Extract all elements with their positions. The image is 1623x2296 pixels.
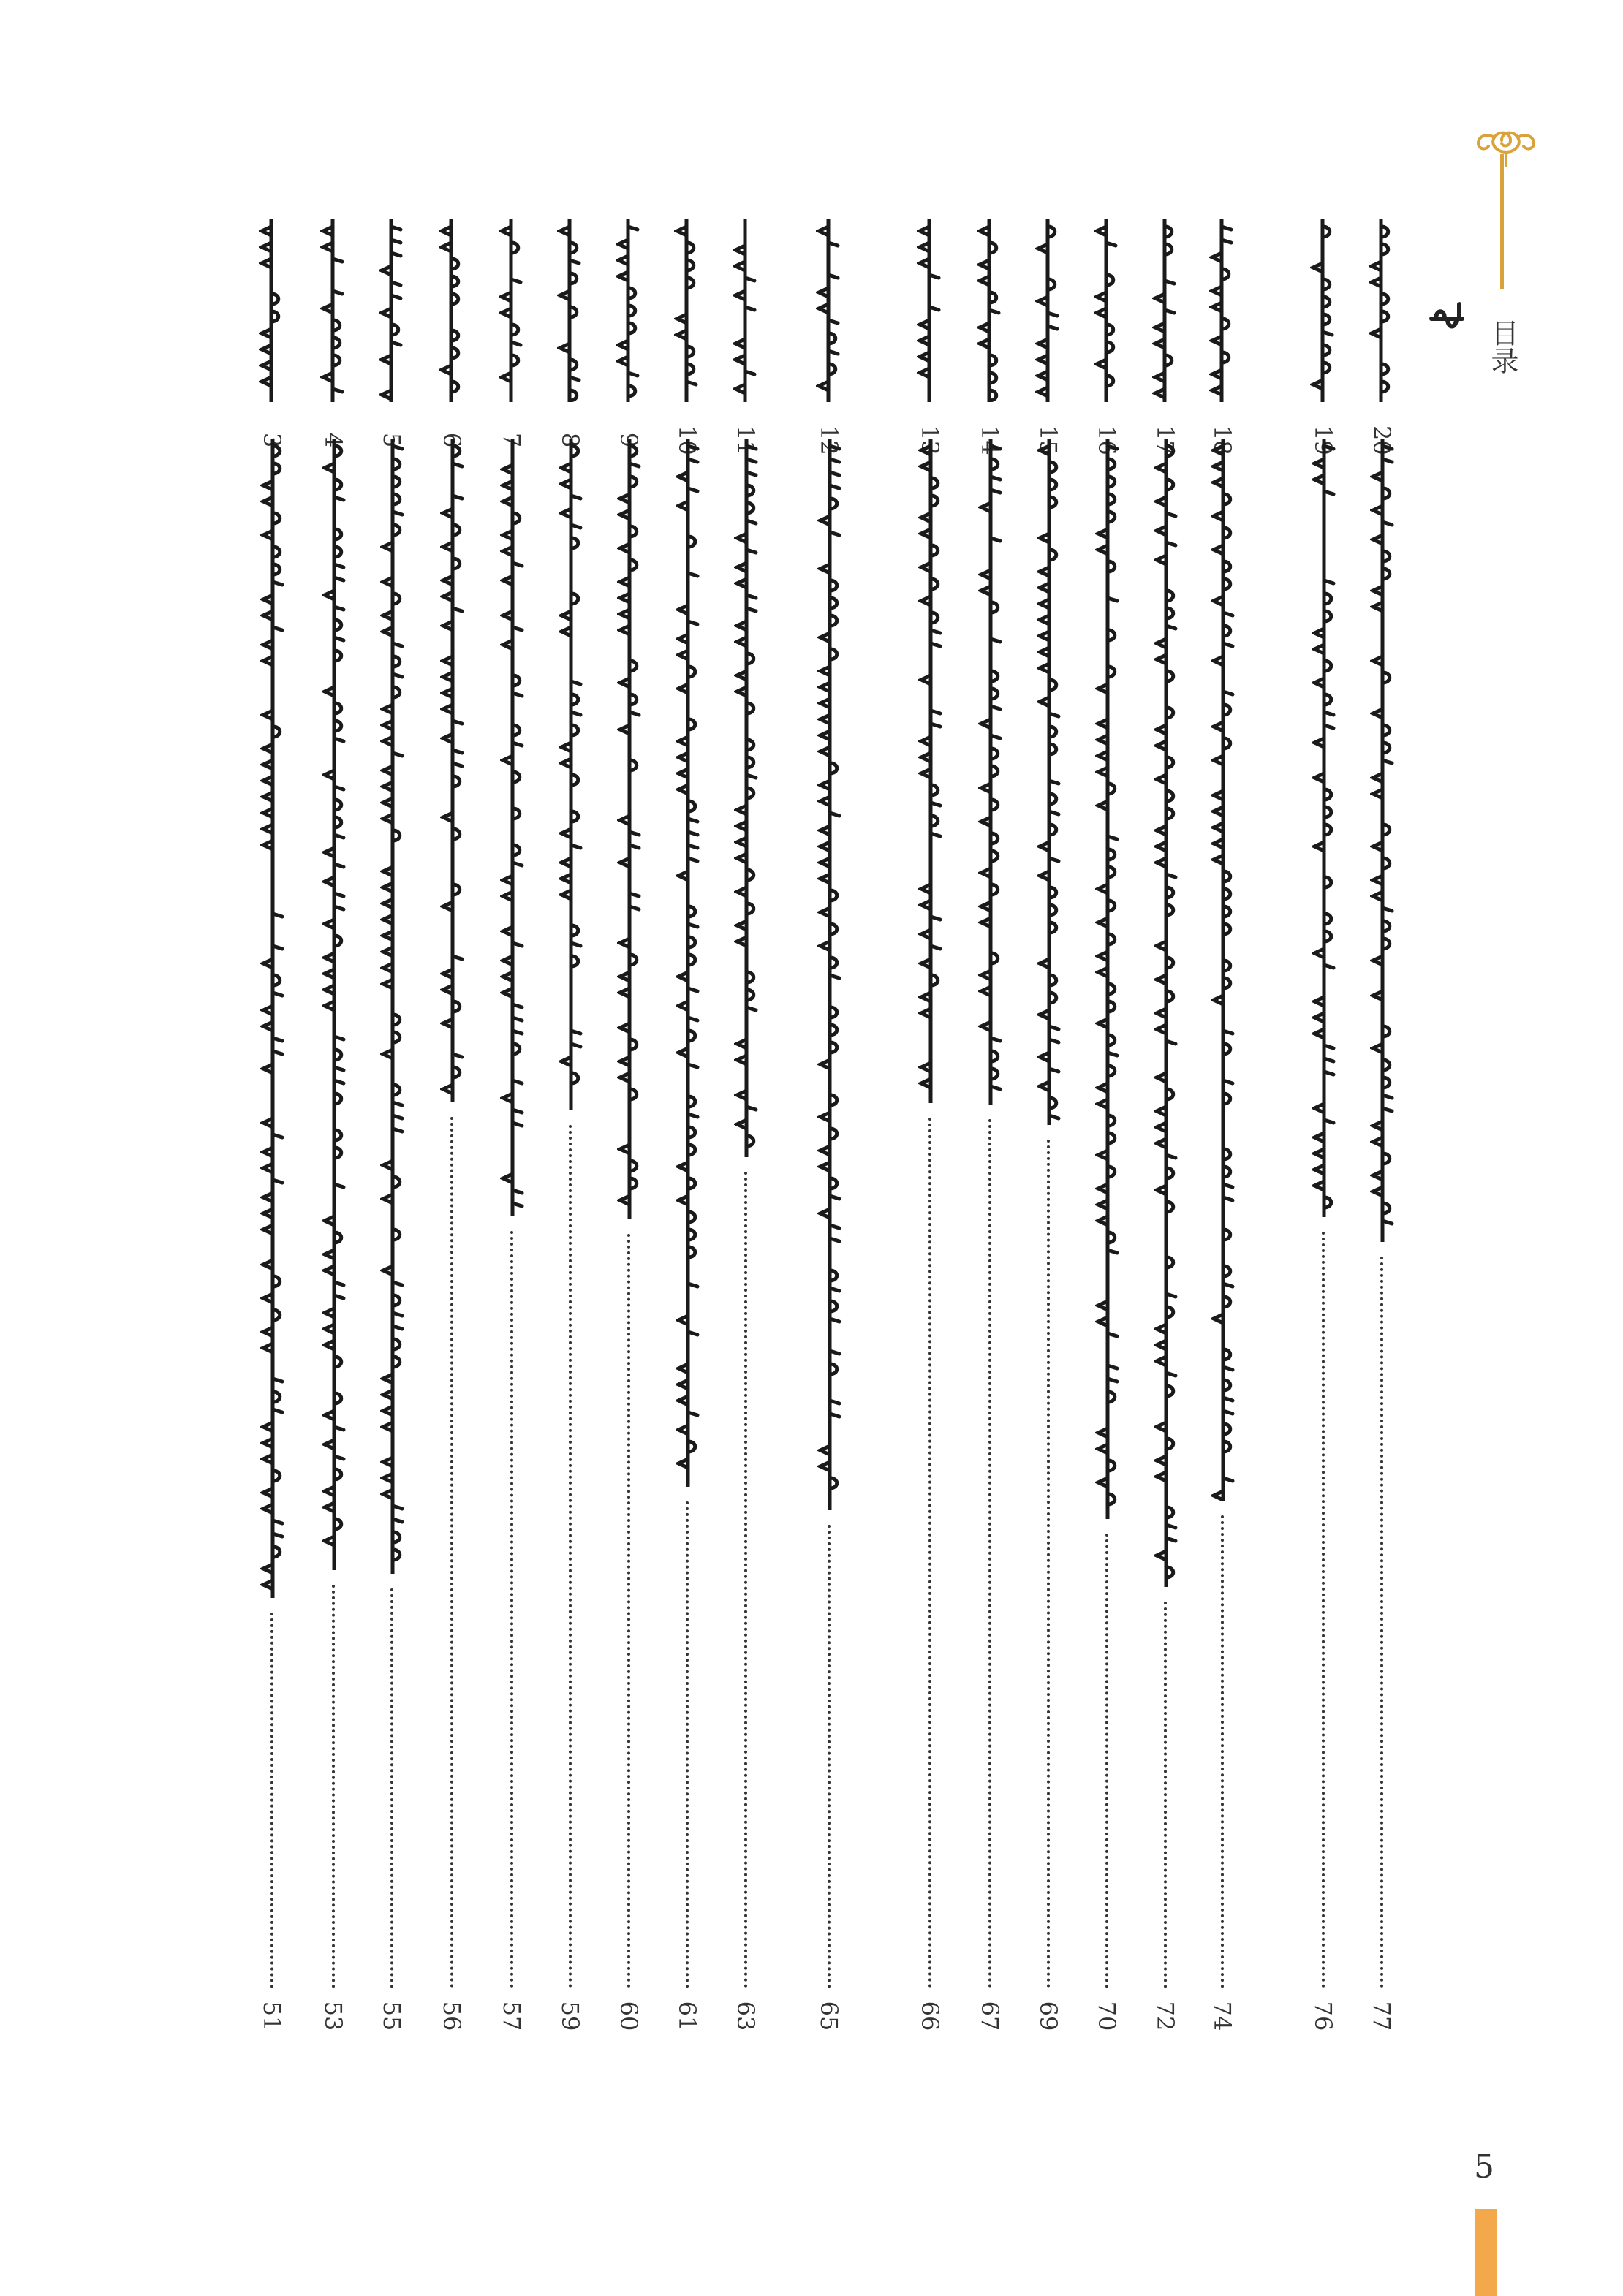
entry-page-number: 77 xyxy=(1368,2001,1396,2031)
dot-leader xyxy=(569,1125,572,1988)
entry-title-text xyxy=(978,439,1003,1107)
chapter-number: 20 xyxy=(1368,425,1396,455)
chapter-label-icon xyxy=(320,219,347,417)
chapter-label-icon xyxy=(499,219,525,417)
page-number: 5 xyxy=(1474,2148,1494,2186)
chapter-number: 16 xyxy=(1093,425,1121,455)
chapter-number: 13 xyxy=(916,425,944,455)
dot-leader xyxy=(988,1119,991,1988)
dot-leader xyxy=(744,1172,747,1988)
entry-title-text xyxy=(1095,439,1120,1522)
chapter-label-icon xyxy=(1310,219,1336,417)
entry-page-number: 67 xyxy=(976,2001,1004,2031)
toc-entry[interactable] xyxy=(1151,219,1180,2266)
header-rule xyxy=(1500,154,1504,289)
chapter-number: 18 xyxy=(1208,425,1236,455)
entry-page-number: 66 xyxy=(916,2001,944,2031)
entry-page-number: 56 xyxy=(438,2001,466,2031)
toc-entry[interactable] xyxy=(1367,219,1396,2266)
toc-entry[interactable] xyxy=(556,219,585,2266)
entry-title-text xyxy=(440,439,465,1105)
toc-entry[interactable] xyxy=(257,219,287,2266)
chapter-label-icon xyxy=(379,219,405,417)
entry-title-text xyxy=(559,439,583,1113)
chapter-label-icon xyxy=(616,219,642,417)
entry-title-text xyxy=(734,439,759,1160)
page-title: 目录 xyxy=(1486,319,1518,374)
chapter-number: 8 xyxy=(556,432,584,448)
dot-leader xyxy=(450,1117,453,1988)
entry-title-text xyxy=(1312,439,1336,1220)
entry-title-text xyxy=(1211,439,1236,1504)
entry-title-text xyxy=(1154,439,1179,1590)
entry-page-number: 76 xyxy=(1309,2001,1337,2031)
dot-leader xyxy=(1380,1257,1383,1988)
chapter-label-icon xyxy=(557,219,583,417)
chapter-number: 12 xyxy=(815,425,843,455)
entry-page-number: 74 xyxy=(1208,2001,1236,2031)
dot-leader xyxy=(686,1501,689,1988)
knot-ornament-icon xyxy=(1468,123,1544,167)
chapter-label-icon xyxy=(1369,219,1395,417)
chapter-label-icon xyxy=(674,219,700,417)
entry-title-text xyxy=(322,439,347,1573)
entry-page-number: 60 xyxy=(615,2001,643,2031)
toc-entry[interactable] xyxy=(975,219,1005,2266)
chapter-number: 14 xyxy=(976,425,1004,455)
chapter-number: 4 xyxy=(319,432,347,448)
dot-leader xyxy=(627,1234,630,1988)
entry-page-number: 65 xyxy=(815,2001,843,2031)
chapter-number: 9 xyxy=(615,432,643,448)
entry-title-text xyxy=(1370,439,1395,1245)
entry-title-text xyxy=(380,439,405,1577)
entry-title-text xyxy=(1037,439,1062,1128)
toc-entry[interactable] xyxy=(731,219,760,2266)
dot-leader xyxy=(390,1588,393,1988)
chapter-number: 17 xyxy=(1151,425,1179,455)
chapter-number: 15 xyxy=(1034,425,1062,455)
dot-leader xyxy=(828,1525,831,1988)
dot-leader xyxy=(1047,1140,1050,1988)
chapter-label-icon xyxy=(917,219,943,417)
chapter-label-icon xyxy=(977,219,1003,417)
toc-entry[interactable] xyxy=(1092,219,1121,2266)
chapter-label-icon xyxy=(439,219,465,417)
entry-title-text xyxy=(676,439,700,1490)
toc-entry[interactable] xyxy=(915,219,945,2266)
toc-entry[interactable] xyxy=(1208,219,1237,2266)
entry-page-number: 72 xyxy=(1151,2001,1179,2031)
chapter-number: 19 xyxy=(1309,425,1337,455)
toc-entry[interactable] xyxy=(437,219,466,2266)
toc-entry[interactable] xyxy=(814,219,844,2266)
entry-page-number: 55 xyxy=(378,2001,406,2031)
dot-leader xyxy=(332,1585,335,1988)
chapter-number: 5 xyxy=(378,432,406,448)
toc-entry[interactable] xyxy=(497,219,526,2266)
entry-page-number: 57 xyxy=(498,2001,526,2031)
chapter-label-icon xyxy=(816,219,842,417)
entry-page-number: 61 xyxy=(673,2001,701,2031)
toc-entry[interactable] xyxy=(377,219,406,2266)
chapter-label-icon xyxy=(1152,219,1179,417)
chapter-number: 6 xyxy=(438,432,466,448)
toc-entry[interactable] xyxy=(1309,219,1338,2266)
entry-page-number: 69 xyxy=(1034,2001,1062,2031)
toc-entry[interactable] xyxy=(673,219,702,2266)
chapter-label-icon xyxy=(259,219,285,417)
dot-leader xyxy=(1164,1602,1167,1988)
toc-entry[interactable] xyxy=(1034,219,1063,2266)
entry-title-text xyxy=(918,439,943,1106)
dot-leader xyxy=(1221,1515,1224,1988)
dot-leader xyxy=(1105,1534,1108,1988)
chapter-number: 3 xyxy=(258,432,286,448)
entry-title-text xyxy=(817,439,842,1513)
dot-leader xyxy=(1322,1232,1325,1988)
dot-leader xyxy=(928,1118,931,1988)
chapter-label-icon xyxy=(1209,219,1236,417)
entry-page-number: 70 xyxy=(1093,2001,1121,2031)
chapter-label-icon xyxy=(1035,219,1062,417)
entry-title-text xyxy=(500,439,525,1219)
chapter-number: 11 xyxy=(732,425,760,455)
toc-entry[interactable] xyxy=(614,219,643,2266)
entry-page-number: 51 xyxy=(258,2001,286,2031)
dot-leader xyxy=(510,1231,513,1988)
chapter-number: 7 xyxy=(498,432,526,448)
chapter-label-icon xyxy=(733,219,759,417)
entry-title-text xyxy=(617,439,642,1222)
entry-page-number: 63 xyxy=(732,2001,760,2031)
entry-page-number: 53 xyxy=(319,2001,347,2031)
page-tab-marker xyxy=(1475,2209,1497,2296)
entry-title-text xyxy=(260,439,285,1601)
mongolian-title-text-icon xyxy=(1426,289,1467,341)
toc-entry[interactable] xyxy=(319,219,348,2266)
chapter-number: 10 xyxy=(673,425,701,455)
entry-page-number: 59 xyxy=(556,2001,584,2031)
chapter-label-icon xyxy=(1094,219,1120,417)
dot-leader xyxy=(270,1613,273,1988)
